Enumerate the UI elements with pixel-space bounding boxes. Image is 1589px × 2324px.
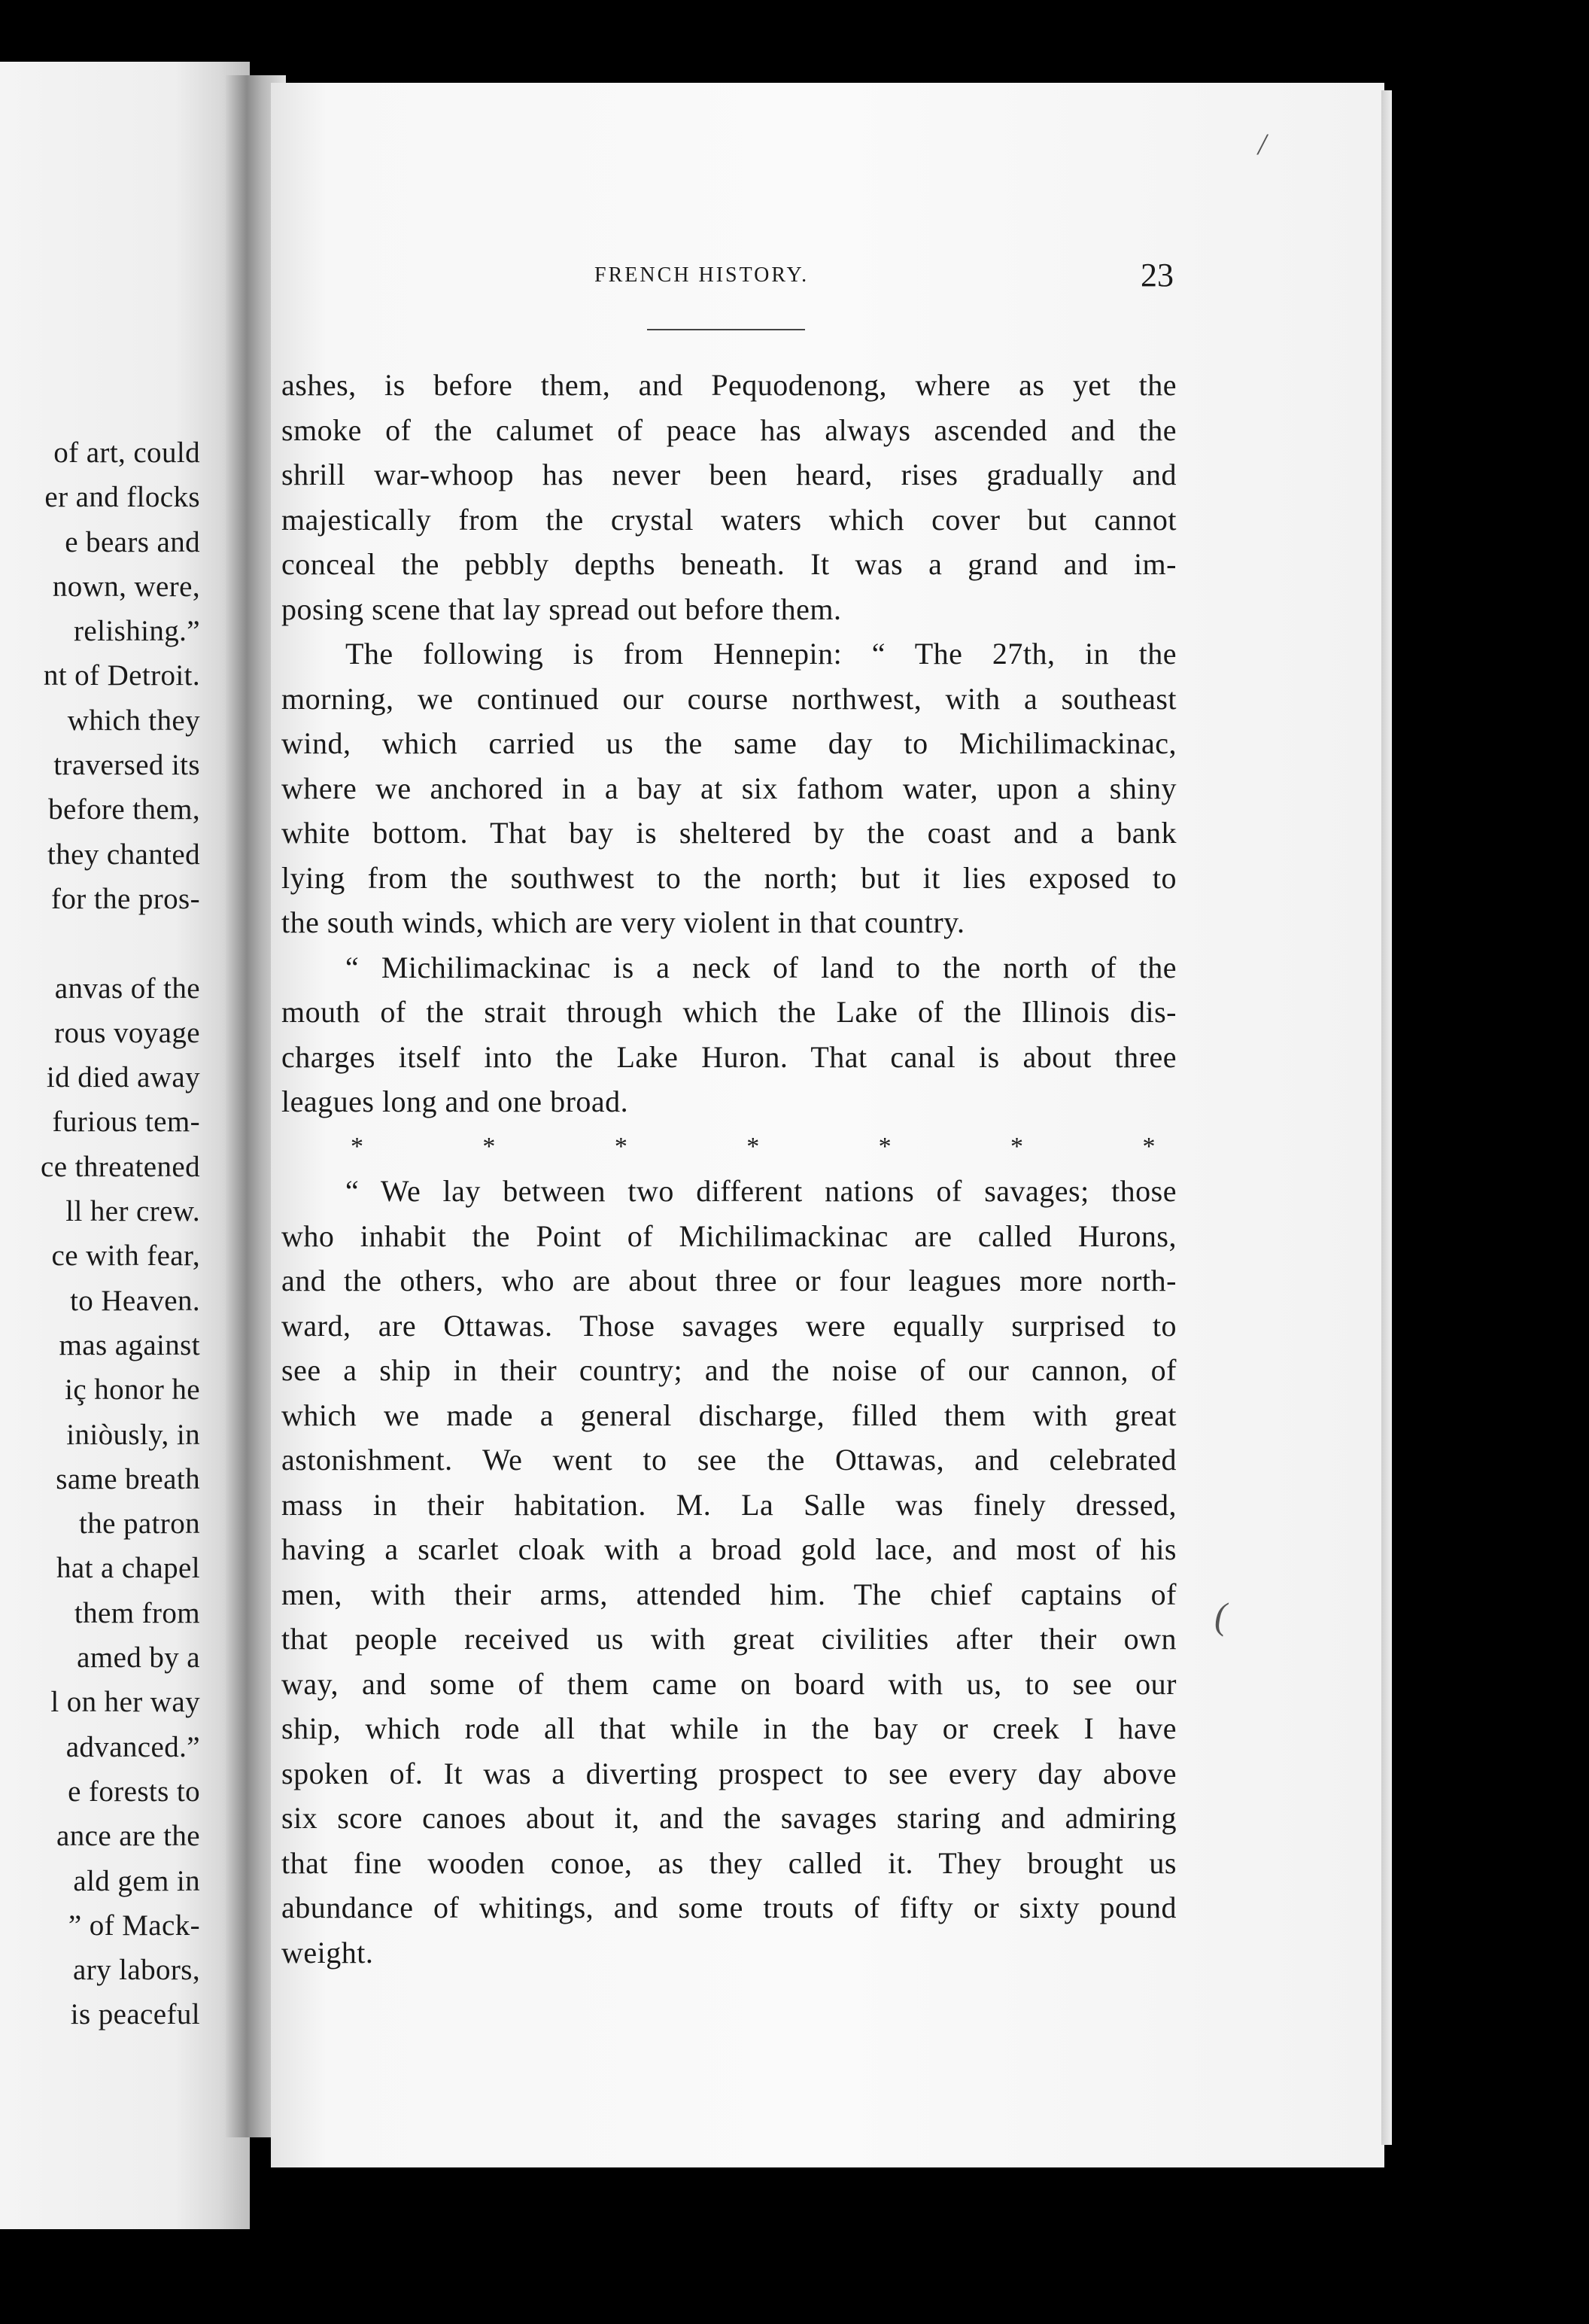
text-line: morning, we continued our course northwest, with a southeast	[281, 681, 1177, 716]
text-line: ashes, is before them, and Pequodenong, where as yet the	[281, 368, 1177, 402]
text-line: where we anchored in a bay at six fathom water, upon a shiny	[281, 771, 1177, 805]
left-line: anvas of the	[54, 972, 200, 1005]
pencil-mark: /	[1258, 127, 1267, 161]
page-number: 23	[1141, 257, 1174, 294]
left-line: e bears and	[65, 525, 200, 558]
left-line: the patron	[78, 1507, 200, 1541]
star-mark: *	[482, 1132, 496, 1160]
text-line: majestically from the crystal waters which cover but cannot	[281, 502, 1177, 537]
text-line: mass in their habitation. M. La Salle was finely dressed,	[281, 1487, 1177, 1522]
left-line: ll her crew.	[65, 1195, 200, 1228]
left-line: er and flocks	[44, 481, 200, 514]
text-line: smoke of the calumet of peace has always ascended and the	[281, 412, 1177, 447]
left-facing-page	[0, 62, 250, 2229]
text-line: that fine wooden conoe, as they called it. They brought us	[281, 1845, 1177, 1880]
left-line: traversed its	[53, 749, 200, 782]
left-line: ald gem in	[73, 1864, 200, 1897]
left-line: they chanted	[47, 838, 200, 871]
star-mark: *	[351, 1132, 364, 1160]
left-line: hat a chapel	[56, 1552, 200, 1585]
left-line: for the pros-	[51, 882, 200, 915]
text-line: white bottom. That bay is sheltered by the coast and a bank	[281, 816, 1177, 850]
text-line: ward, are Ottawas. Those savages were equally surprised to	[281, 1308, 1177, 1343]
text-line: having a scarlet cloak with a broad gold lace, and most of his	[281, 1532, 1177, 1566]
pencil-mark: (	[1214, 1595, 1227, 1637]
left-line: ce with fear,	[51, 1240, 200, 1273]
ellipsis-stars	[281, 1124, 1156, 1170]
left-line: ance are the	[56, 1820, 200, 1853]
left-line: nown, were,	[52, 570, 200, 603]
star-mark: *	[1010, 1132, 1024, 1160]
header-rule	[647, 329, 805, 330]
left-line: ” of Mack-	[68, 1909, 200, 1942]
left-line: l on her way	[50, 1686, 200, 1719]
text-line: charges itself into the Lake Huron. That canal is about three	[281, 1039, 1177, 1074]
text-line: The following is from Hennepin: “ The 27th, in the	[345, 637, 1177, 671]
text-line: “ Michilimackinac is a neck of land to the north of the	[345, 950, 1177, 984]
left-line: ary labors,	[72, 1954, 200, 1987]
left-line: before them,	[48, 793, 200, 826]
left-line: of art, could	[53, 437, 200, 469]
left-line: same breath	[56, 1462, 200, 1495]
text-line: and the others, who are about three or four leagues more north-	[281, 1264, 1177, 1297]
text-line: see a ship in their country; and the noise of our cannon, of	[281, 1353, 1177, 1387]
left-line: rous voyage	[54, 1016, 200, 1049]
left-line: amed by a	[77, 1641, 200, 1675]
text-line: men, with their arms, attended him. The chief captains of	[281, 1577, 1177, 1611]
left-line: furious tem-	[52, 1106, 200, 1139]
page-edge	[1381, 90, 1392, 2145]
text-line: mouth of the strait through which the Lake of the Illinois dis-	[281, 995, 1177, 1029]
star-mark: *	[746, 1132, 760, 1160]
body-text	[281, 363, 1177, 1975]
text-line: weight.	[281, 1935, 374, 1970]
left-line: ce threatened	[41, 1150, 200, 1183]
text-line: shrill war-whoop has never been heard, rises gradually and	[281, 458, 1177, 491]
left-line	[41, 921, 200, 966]
left-line: advanced.”	[65, 1730, 200, 1763]
left-line: nt of Detroit.	[43, 659, 200, 692]
text-line: who inhabit the Point of Michilimackinac are called Hurons,	[281, 1218, 1177, 1253]
left-line: id died away	[46, 1061, 200, 1094]
text-line: posing scene that lay spread out before them.	[281, 592, 842, 626]
text-line: abundance of whitings, and some trouts of fifty or sixty pound	[281, 1891, 1177, 1924]
text-line: “ We lay between two different nations of savages; those	[345, 1174, 1177, 1208]
text-line: wind, which carried us the same day to Michilimackinac,	[281, 726, 1177, 760]
text-line: conceal the pebbly depths beneath. It was a grand and im-	[281, 547, 1177, 581]
left-line: to Heaven.	[70, 1284, 200, 1317]
left-line: them from	[74, 1596, 200, 1629]
star-mark: *	[878, 1132, 892, 1160]
text-line: which we made a general discharge, filled them with great	[281, 1398, 1177, 1432]
left-line: e forests to	[68, 1775, 200, 1808]
text-line: astonishment. We went to see the Ottawas, and celebrated	[281, 1443, 1177, 1477]
left-page-text	[41, 430, 200, 2037]
left-line: which they	[67, 704, 200, 737]
text-line: that people received us with great civilities after their own	[281, 1622, 1177, 1656]
text-line: the south winds, which are very violent in that country.	[281, 905, 965, 939]
text-line: way, and some of them came on board with us, to see our	[281, 1666, 1177, 1701]
star-mark: *	[614, 1132, 628, 1160]
star-mark: *	[1142, 1132, 1156, 1160]
left-line: relishing.”	[74, 615, 200, 648]
left-line: is peaceful	[70, 1998, 200, 2031]
text-line: six score canoes about it, and the savages staring and admiring	[281, 1801, 1177, 1835]
left-line: mas against	[59, 1328, 200, 1361]
left-line: iç honor he	[65, 1373, 200, 1407]
text-line: ship, which rode all that while in the bay or creek I have	[281, 1711, 1177, 1745]
text-line: spoken of. It was a diverting prospect to see every day above	[281, 1756, 1177, 1790]
text-line: leagues long and one broad.	[281, 1084, 629, 1118]
left-line: iniòusly, in	[66, 1418, 200, 1451]
running-head: FRENCH HISTORY.	[594, 263, 810, 287]
text-line: lying from the southwest to the north; but it lies exposed to	[281, 860, 1177, 895]
